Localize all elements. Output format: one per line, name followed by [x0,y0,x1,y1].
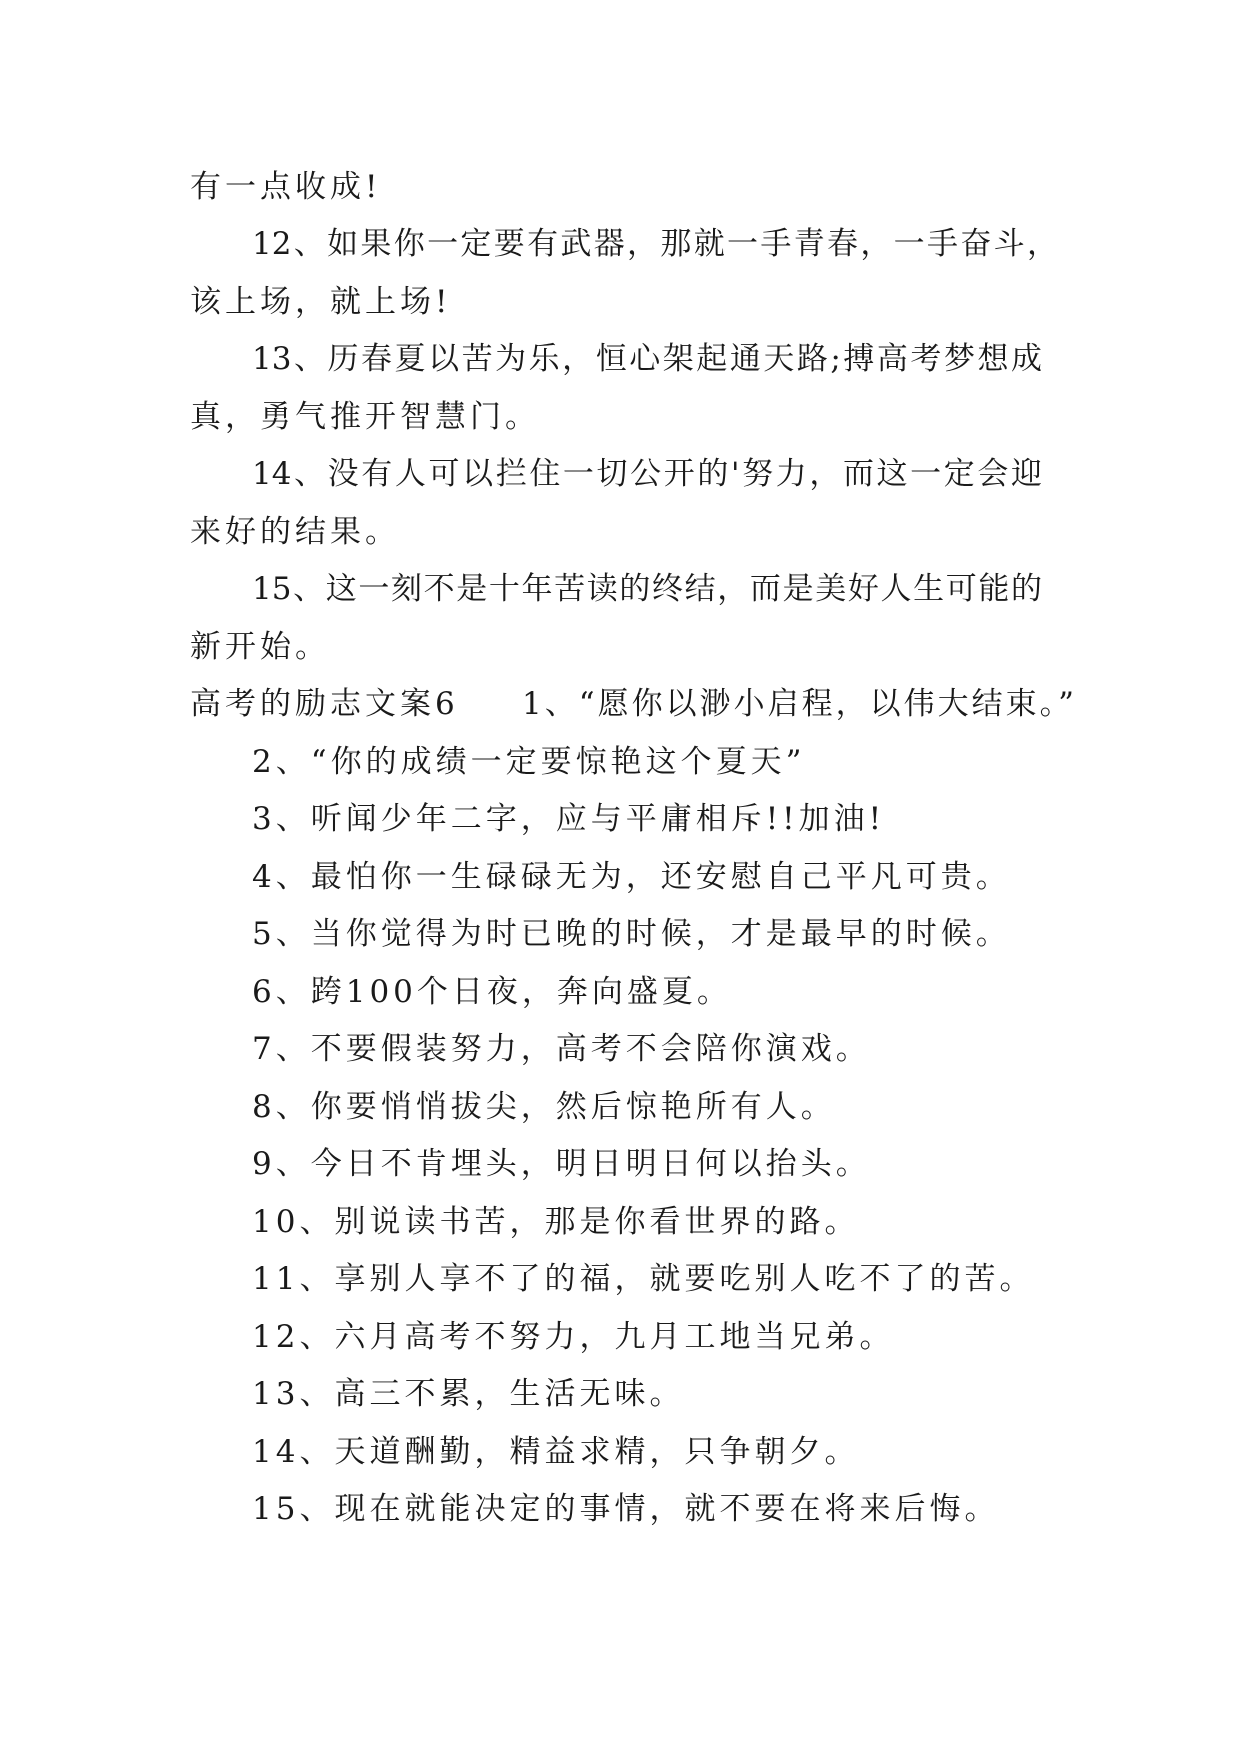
paragraph-line: 来好的结果。 [190,514,400,550]
list-item: 7、不要假装努力，高考不会陪你演戏。 [252,1031,871,1067]
list-item: 15、现在就能决定的事情，就不要在将来后悔。 [252,1491,1000,1527]
list-item: 14、天道酬勤，精益求精，只争朝夕。 [252,1434,860,1470]
list-item: 3、听闻少年二字，应与平庸相斥!!加油! [252,801,886,837]
paragraph-line: 14、没有人可以拦住一切公开的'努力，而这一定会迎 [252,456,1042,492]
list-item: 1、“愿你以渺小启程，以伟大结束。” [522,686,1077,722]
list-item: 6、跨100个日夜，奔向盛夏。 [252,974,732,1010]
section-title: 高考的励志文案6 [190,686,459,722]
list-item: 10、别说读书苦，那是你看世界的路。 [252,1204,860,1240]
paragraph-line: 12、如果你一定要有武器，那就一手青春，一手奋斗， [252,226,1058,262]
list-item: 9、今日不肯埋头，明日明日何以抬头。 [252,1146,871,1182]
paragraph-line: 有一点收成! [190,169,382,205]
paragraph-line: 该上场，就上场! [190,284,452,320]
paragraph-line: 新开始。 [190,629,330,665]
list-item: 12、六月高考不努力，九月工地当兄弟。 [252,1319,895,1355]
paragraph-line: 15、这一刻不是十年苦读的终结，而是美好人生可能的 [252,571,1042,607]
paragraph-line: 真，勇气推开智慧门。 [190,399,540,435]
list-item: 2、“你的成绩一定要惊艳这个夏天” [252,744,806,780]
list-item: 8、你要悄悄拔尖，然后惊艳所有人。 [252,1089,836,1125]
list-item: 11、享别人享不了的福，就要吃别人吃不了的苦。 [252,1261,1035,1297]
list-item: 4、最怕你一生碌碌无为，还安慰自己平凡可贵。 [252,859,1011,895]
list-item: 13、高三不累，生活无味。 [252,1376,685,1412]
list-item: 5、当你觉得为时已晚的时候，才是最早的时候。 [252,916,1011,952]
paragraph-line: 13、历春夏以苦为乐，恒心架起通天路;搏高考梦想成 [252,341,1042,377]
